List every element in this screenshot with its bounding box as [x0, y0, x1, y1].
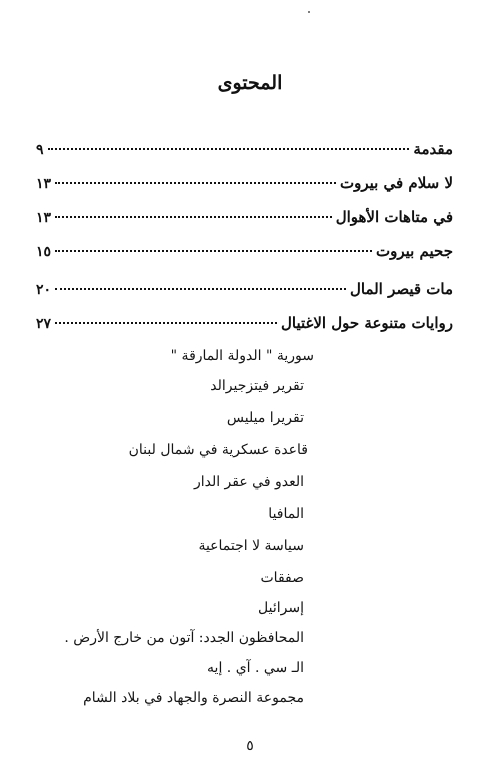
toc-entry-page: ١٣: [36, 176, 52, 192]
toc-entry-page: ٢٧: [36, 316, 52, 332]
toc-entry-label: جحيم بيروت: [375, 242, 453, 260]
toc-subitem: العدو في عقر الدار: [193, 474, 304, 490]
toc-subitem: إسرائيل: [258, 600, 304, 616]
toc-entry: [36, 140, 453, 162]
toc-subitem: الـ سي . آي . إيه: [207, 660, 304, 676]
toc-subitem: المحافظون الجدد: آتون من خارج الأرض .: [64, 630, 304, 646]
dot-leader: [55, 250, 372, 252]
toc-subitem: المافيا: [268, 506, 304, 522]
toc-subitem: مجموعة النصرة والجهاد في بلاد الشام: [83, 690, 304, 706]
toc-entry-page: ٢٠: [36, 282, 52, 298]
toc-entry: [36, 242, 453, 264]
toc-subitem: تقريرا ميليس: [226, 410, 304, 426]
toc-subitem: تقرير فيتزجيرالد: [210, 378, 304, 394]
toc-subitem: قاعدة عسكرية في شمال لبنان: [128, 442, 308, 458]
dot-leader: [48, 148, 410, 150]
toc-entry: [36, 208, 453, 230]
page-title: المحتوى: [217, 72, 283, 94]
toc-entry: [36, 280, 453, 302]
paper-speck: [308, 11, 310, 13]
toc-entry: [36, 174, 453, 196]
page-number: ٥: [246, 738, 254, 754]
toc-subitem: صفقات: [260, 570, 304, 586]
toc-entry-page: ١٥: [36, 244, 52, 260]
toc-subitem: سياسة لا اجتماعية: [198, 538, 304, 554]
dot-leader: [55, 322, 277, 324]
toc-entry-page: ٩: [36, 142, 44, 158]
toc-entry-label: مقدمة: [413, 140, 453, 158]
toc-subitem: سورية " الدولة المارقة ": [170, 348, 314, 364]
dot-leader: [55, 182, 336, 184]
toc-entry-page: ١٣: [36, 210, 52, 226]
toc-entry-label: مات قيصر المال: [349, 280, 453, 298]
toc-entry-label: روايات متنوعة حول الاغتيال: [280, 314, 453, 332]
toc-entry-label: لا سلام في بيروت: [339, 174, 453, 192]
toc-entry: [36, 314, 453, 336]
dot-leader: [55, 216, 332, 218]
dot-leader: [55, 288, 346, 290]
toc-entry-label: في متاهات الأهوال: [335, 208, 453, 226]
